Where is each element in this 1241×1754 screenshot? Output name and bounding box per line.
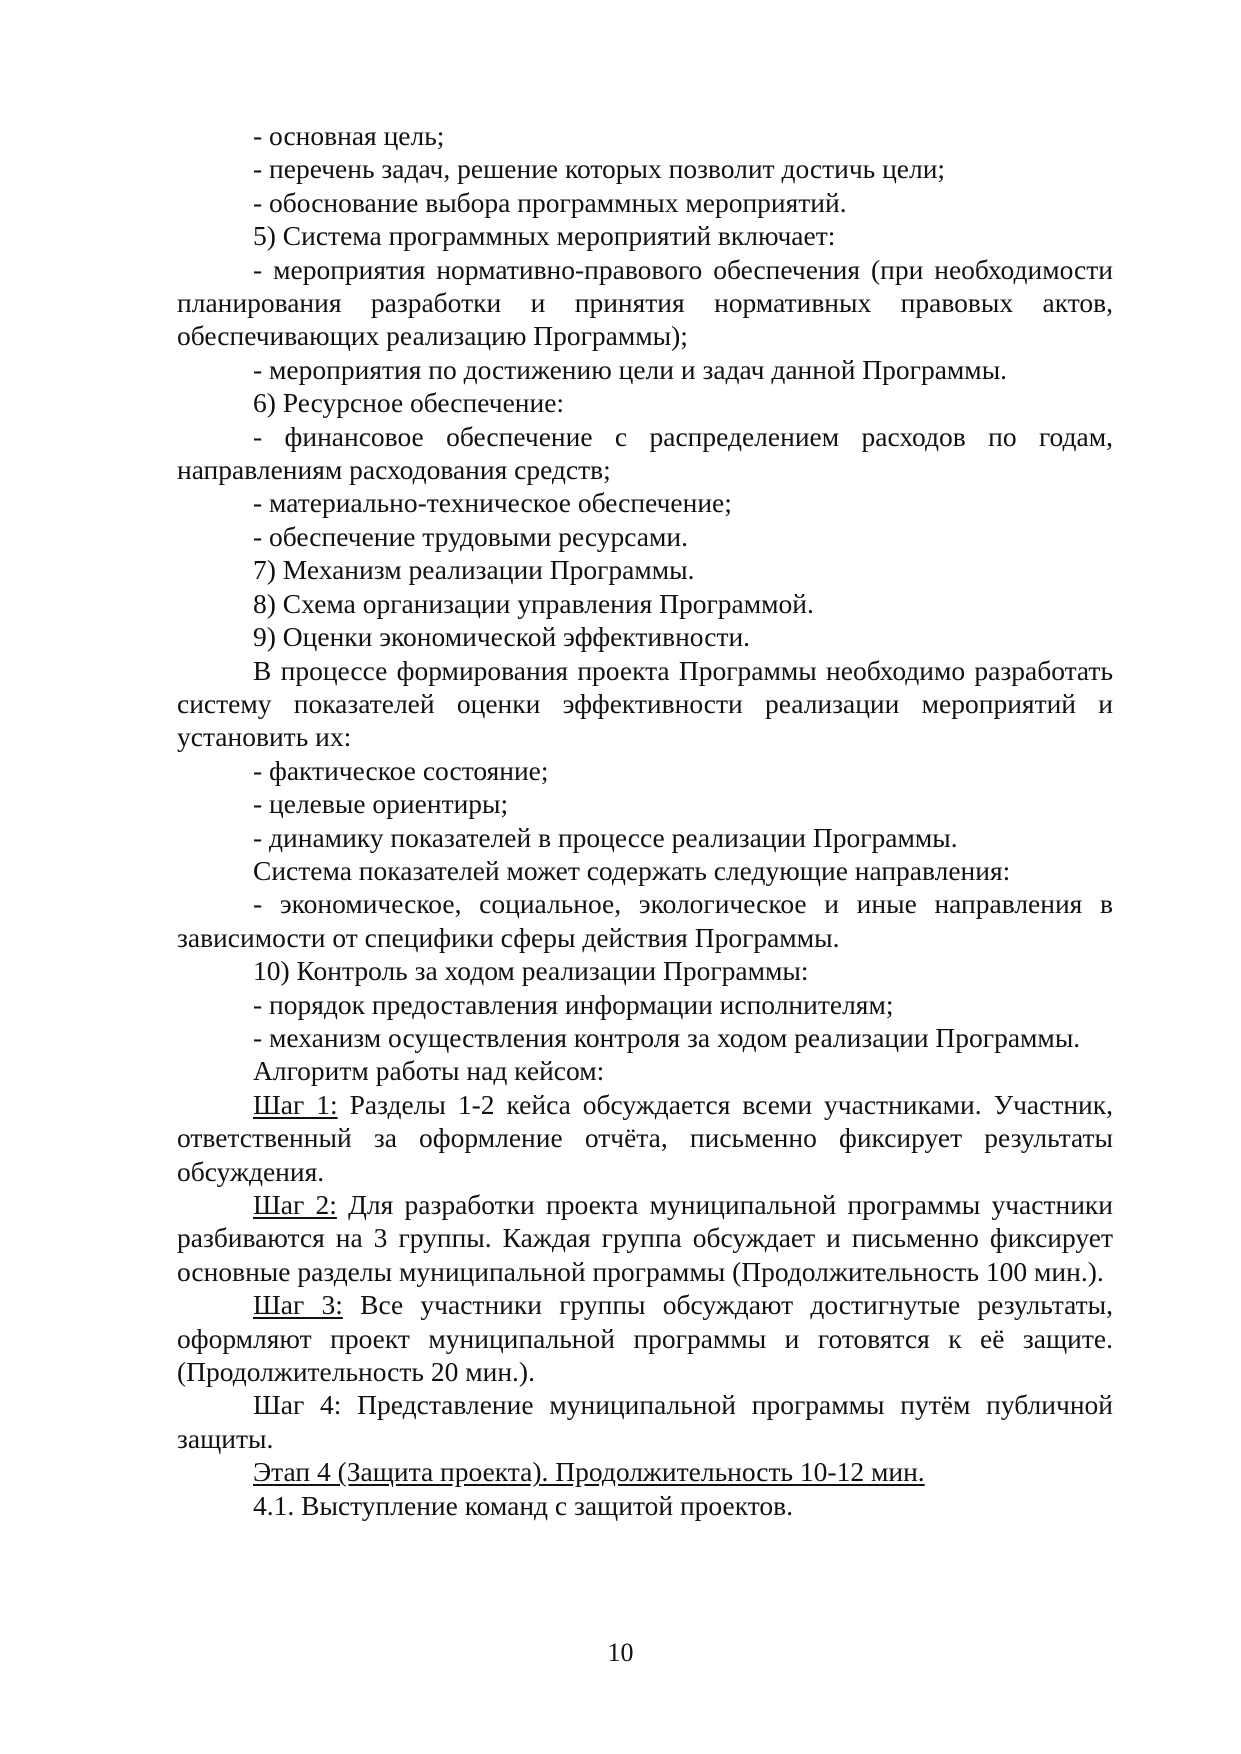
paragraph-item-6: 6) Ресурсное обеспечение: xyxy=(253,387,565,419)
stage-4-heading-text: Этап 4 (Защита проекта). Продолжительность 10-12 мин. xyxy=(253,1456,925,1488)
paragraph-item-10: 10) Контроль за ходом реализации Программы: xyxy=(253,955,809,987)
page-number: 10 xyxy=(607,1638,634,1667)
paragraph-directions-intro: Система показателей может содержать следующие направления: xyxy=(253,854,1011,886)
step-3-label: Шаг 3: xyxy=(253,1289,343,1321)
paragraph-step-2 xyxy=(177,1188,1113,1288)
paragraph-material-support: - материально-техническое обеспечение; xyxy=(253,487,732,519)
step-1-label: Шаг 1: xyxy=(253,1088,338,1120)
paragraph-dynamics: - динамику показателей в процессе реализации Программы. xyxy=(253,821,958,853)
paragraph-item-8: 8) Схема организации управления Программой. xyxy=(253,587,814,619)
paragraph-directions: - экономическое, социальное, экологическое и иные направления в зависимости от специфики сферы действия Программы. xyxy=(177,888,1113,953)
paragraph-item-9: 9) Оценки экономической эффективности. xyxy=(253,621,751,653)
paragraph-labor-support: - обеспечение трудовыми ресурсами. xyxy=(253,520,688,552)
paragraph-item-5: 5) Система программных мероприятий включает: xyxy=(253,220,836,252)
paragraph-step-4: Шаг 4: Представление муниципальной программы путём публичной защиты. xyxy=(177,1389,1113,1454)
step-2-label: Шаг 2: xyxy=(253,1189,337,1220)
paragraph-step-1 xyxy=(177,1088,1113,1188)
paragraph-case-algorithm: Алгоритм работы над кейсом: xyxy=(253,1055,605,1087)
step-1-text: Разделы 1-2 кейса обсуждается всеми участниками. Участник, ответственный за оформление отчёта, письменно фиксирует результаты обсуждения. xyxy=(177,1088,1114,1187)
paragraph-actual-state: - фактическое состояние; xyxy=(253,754,549,786)
paragraph-control-mechanism: - механизм осуществления контроля за ходом реализации Программы. xyxy=(253,1021,1081,1053)
body-text xyxy=(177,119,1113,1522)
paragraph-legal-measures: - мероприятия нормативно-правового обеспечения (при необходимости планирования разработки и принятия нормативных правовых актов, обеспечивающих реализацию Программы); xyxy=(177,253,1113,352)
paragraph-goal-measures: - мероприятия по достижению цели и задач данной Программы. xyxy=(253,353,1008,385)
step-3-text: Все участники группы обсуждают достигнутые результаты, оформляют проект муниципальной программы и готовятся к её защите. (Продолжительность 20 мин.). xyxy=(177,1289,1113,1388)
paragraph-info-order: - порядок предоставления информации исполнителям; xyxy=(253,988,894,1020)
stage-4-heading xyxy=(177,1455,1113,1488)
paragraph-item-4-1: 4.1. Выступление команд с защитой проектов. xyxy=(253,1489,793,1521)
paragraph-step-3 xyxy=(177,1288,1113,1388)
paragraph-main-goal: - основная цель; xyxy=(253,120,445,151)
paragraph-item-7: 7) Механизм реализации Программы. xyxy=(253,554,695,586)
step-2-text: Для разработки проекта муниципальной программы участники разбиваются на 3 группы. Каждая группа обсуждает и письменно фиксирует основные разделы муниципальной программы (Продолжительность 100 мин.). xyxy=(177,1189,1113,1287)
paragraph-measures-justification: - обоснование выбора программных мероприятий. xyxy=(253,186,847,218)
paragraph-targets: - целевые ориентиры; xyxy=(253,788,509,820)
paragraph-financial-support: - финансовое обеспечение с распределением расходов по годам, направлениям расходования средств; xyxy=(177,420,1113,486)
paragraph-task-list: - перечень задач, решение которых позволит достичь цели; xyxy=(253,153,946,185)
paragraph-indicators-system: В процессе формирования проекта Программы необходимо разработать систему показателей оценки эффективности реализации мероприятий и установить их: xyxy=(177,654,1113,753)
